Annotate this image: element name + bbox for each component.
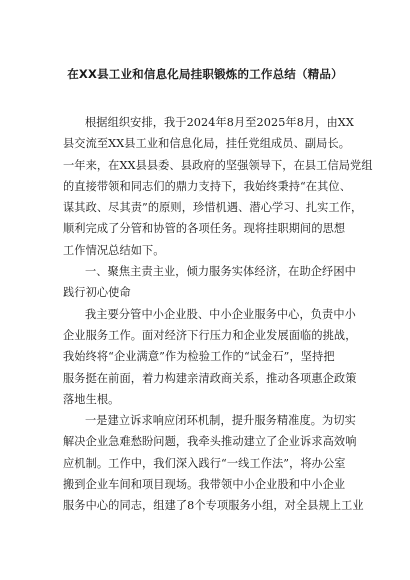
text-line: 顺利完成了分管和协管的各项任务。现将挂职期间的思想 [63,222,346,236]
text-line: 的直接带领和同志们的鼎力支持下，我始终秉持“在其位、 [63,179,352,193]
paragraph-intro [63,112,373,261]
section-1-heading [63,261,356,304]
text-line: 根据组织安排，我于2024年8月至2025年8月，由XX [85,116,354,129]
paragraph-section-1-body [63,304,357,410]
heading-line: 一、聚焦主责主业，倾力服务实体经济，在助企纾困中 [85,265,356,279]
text-line: 谋其政、尽其责”的原则，珍惜机遇、潜心学习、扎实工作， [63,201,363,215]
document-body [63,112,373,517]
document-title: 在XX县工业和信息化局挂职锻炼的工作总结（精品） [67,67,343,81]
text-line: 企业服务工作。面对经济下行压力和企业发展面临的挑战， [63,328,357,342]
text-line: 工作情况总结如下。 [63,243,165,257]
text-line: 服务挺在前面，着力构建亲清政商关系，推动各项惠企政策 [63,371,357,385]
text-line: 我始终将“企业满意”作为检验工作的“试金石”，坚持把 [63,350,335,364]
paragraph-section-1-point-1 [63,410,364,516]
text-line: 一年来，在XX县县委、县政府的坚强领导下，在县工信局党组 [63,158,373,172]
text-line: 解决企业急难愁盼问题，我牵头推动建立了企业诉求高效响 [63,435,357,449]
text-line: 搬到企业车间和项目现场。我带领中小企业股和中小企业 [63,478,346,492]
text-line: 应机制。工作中，我们深入践行“一线工作法”，将办公室 [63,456,346,470]
heading-line: 践行初心使命 [63,286,131,300]
text-line: 落地生根。 [63,392,120,406]
text-line: 服务中心的同志，组建了8个专项服务小组，对全县规上工业 [63,499,364,513]
text-line: 我主要分管中小企业股、中小企业服务中心，负责中小 [85,307,356,321]
text-line: 县交流至XX县工业和信息化局，挂任党组成员、副局长。 [63,137,351,151]
text-line: 一是建立诉求响应闭环机制，提升服务精准度。为切实 [85,414,356,428]
